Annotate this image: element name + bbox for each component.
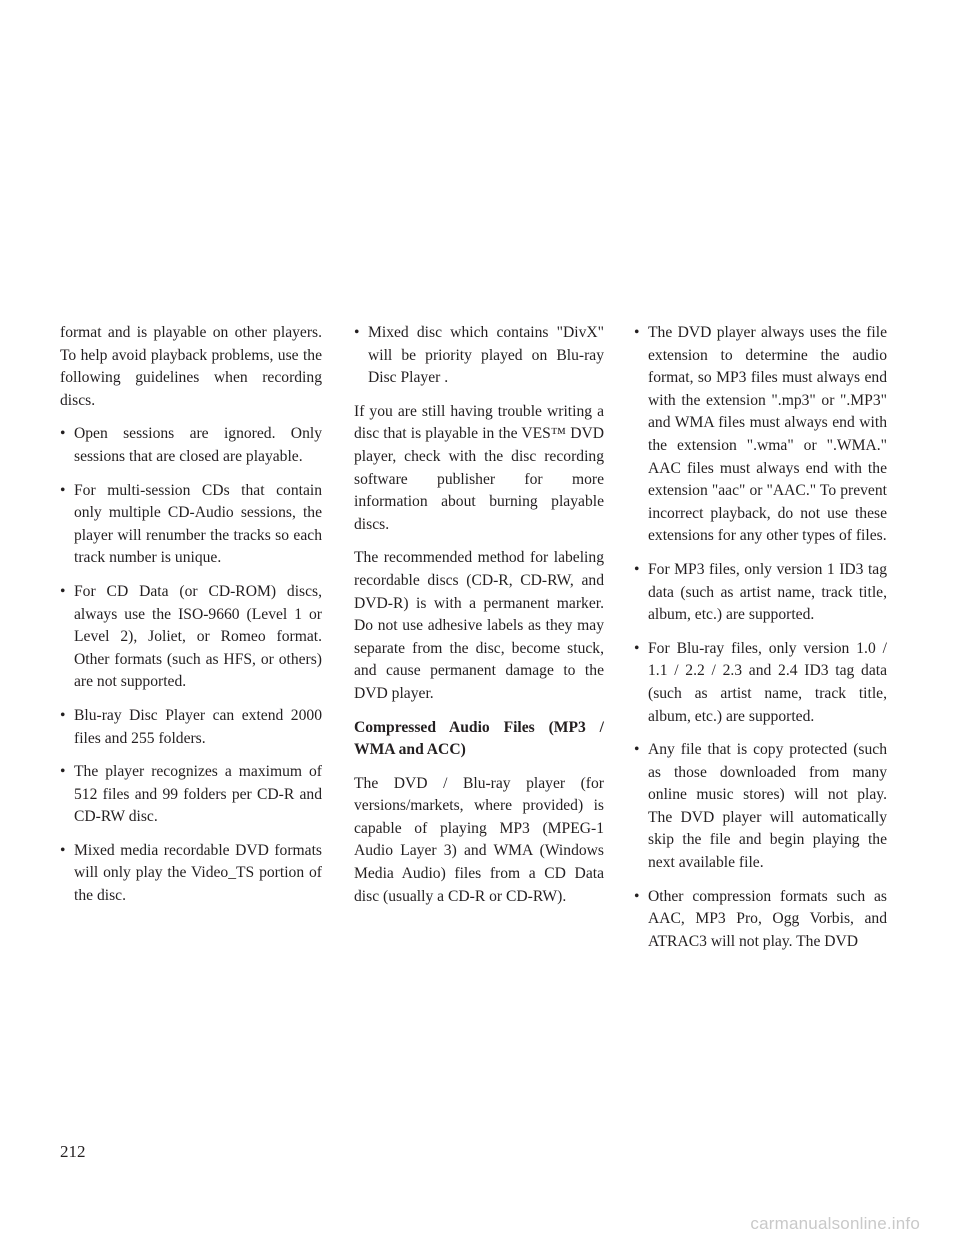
bullet-text: Mixed media recordable DVD formats will only play the Video_TS portion of the disc. (74, 841, 322, 905)
bullet-item (60, 761, 322, 829)
bullet-dot: • (634, 887, 640, 905)
bullet-text: For multi-session CDs that contain only multiple CD-Audio sessions, the player will renumber the tracks so each track number is unique. (74, 481, 322, 567)
bullet-item (634, 739, 887, 875)
watermark-text: carmanualsonline.info (750, 1214, 920, 1233)
bullet-text: Mixed disc which contains "DivX" will be priority played on Blu-ray Disc Player . (368, 324, 604, 387)
body-paragraph: The recommended method for labeling recordable discs (CD-R, CD-RW, and DVD-R) is with a permanent marker. Do not use adhesive labels as they may separate from the disc, become stuck, and cause permanent damage to the DVD player. (354, 549, 604, 702)
bullet-text: The player recognizes a maximum of 512 files and 99 folders per CD-R and CD-RW disc. (74, 763, 322, 826)
bullet-text: The DVD player always uses the file extension to determine the audio format, so MP3 files must always end with the extension ".mp3" or ".MP3" and WMA files must always end with the extension ".wma" or ".WMA." AAC files must always end with the extension "aac" or "AAC." To prevent incorrect playback, do not use these extensions for any other types of files. (648, 324, 887, 545)
page-number: 212 (60, 1142, 86, 1161)
bullet-dot: • (60, 841, 66, 859)
bullet-dot: • (634, 741, 640, 759)
bullet-text: Any file that is copy protected (such as those downloaded from many online music stores) will not play. The DVD player will automatically skip the file and begin playing the next available file. (648, 741, 887, 872)
bullet-dot: • (60, 763, 66, 781)
bullet-dot: • (60, 706, 66, 724)
body-paragraph: If you are still having trouble writing a disc that is playable in the VES™ DVD player, check with the disc recording software publisher for more information about burning playable discs. (354, 402, 604, 533)
bullet-text: Blu-ray Disc Player can extend 2000 files and 255 folders. (74, 706, 322, 747)
section-heading: Compressed Audio Files (MP3 / WMA and ACC) (354, 718, 604, 759)
bullet-item (634, 638, 887, 728)
bullet-item (60, 705, 322, 750)
bullet-dot: • (60, 582, 66, 600)
bullet-dot: • (634, 324, 640, 341)
bullet-text: For Blu-ray files, only version 1.0 / 1.1 / 2.2 / 2.3 and 2.4 ID3 tag data (such as artist name, track title, album, etc.) are supported. (648, 639, 887, 725)
bullet-text: Other compression formats such as AAC, MP3 Pro, Ogg Vorbis, and ATRAC3 will not play. The DVD (648, 887, 887, 950)
intro-paragraph: format and is playable on other players. To help avoid playback problems, use the following guidelines when recording discs. (60, 324, 322, 409)
text-column-middle (354, 322, 604, 919)
bullet-item (354, 322, 604, 390)
bullet-dot: • (354, 324, 360, 341)
bullet-item (634, 886, 887, 954)
bullet-item (60, 480, 322, 570)
bullet-dot: • (60, 425, 66, 443)
bullet-dot: • (634, 560, 640, 578)
bullet-item (634, 322, 887, 548)
text-column-left (60, 322, 322, 919)
bullet-item (60, 423, 322, 468)
bullet-item (634, 559, 887, 627)
body-paragraph: The DVD / Blu-ray player (for versions/markets, where provided) is capable of playing MP3 (MPEG-1 Audio Layer 3) and WMA (Windows Media Audio) files from a CD Data disc (usually a CD-R or CD-RW). (354, 774, 604, 905)
bullet-dot: • (634, 639, 640, 657)
text-column-right (634, 322, 887, 964)
bullet-item (60, 840, 322, 908)
bullet-text: For MP3 files, only version 1 ID3 tag data (such as artist name, track title, album, etc.) are supported. (648, 560, 887, 624)
bullet-item (60, 581, 322, 694)
bullet-text: For CD Data (or CD-ROM) discs, always use the ISO-9660 (Level 1 or Level 2), Joliet, or Romeo format. Other formats (such as HFS, or others) are not supported. (74, 582, 322, 691)
bullet-dot: • (60, 481, 66, 499)
bullet-text: Open sessions are ignored. Only sessions that are closed are playable. (74, 425, 322, 465)
